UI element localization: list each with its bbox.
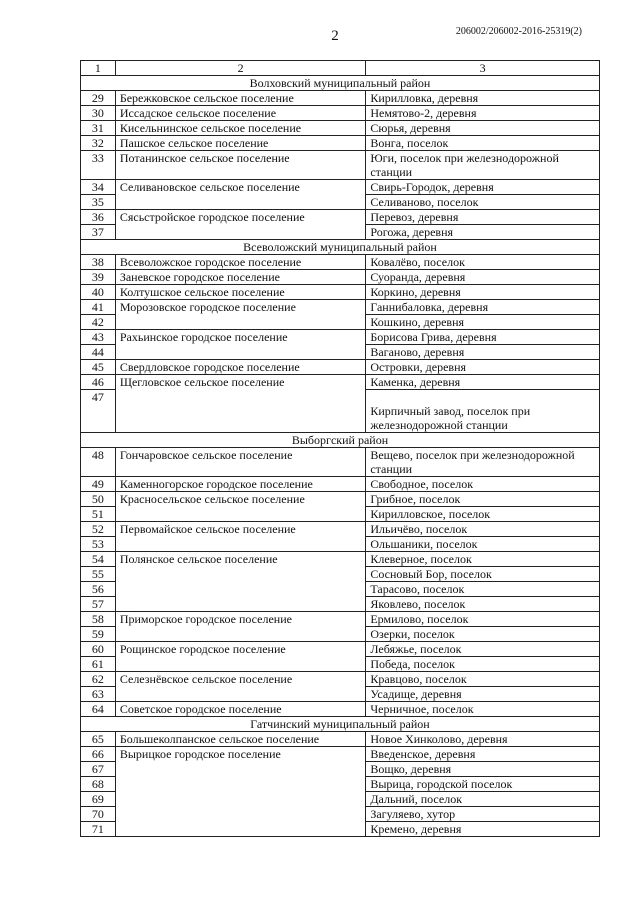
- row-number: 63: [81, 687, 116, 702]
- place-name: Каменка, деревня: [366, 375, 600, 390]
- place-name: Яковлево, поселок: [366, 597, 600, 612]
- column-header-1: 1: [81, 61, 116, 76]
- row-number: 56: [81, 582, 116, 597]
- place-name: Загуляево, хутор: [366, 807, 600, 822]
- row-number: 57: [81, 597, 116, 612]
- table-row: [81, 552, 600, 567]
- table-row: [81, 522, 600, 537]
- settlement-name: Щегловское сельское поселение: [115, 375, 366, 433]
- row-number: 48: [81, 448, 116, 477]
- table-row: [81, 612, 600, 627]
- table-row: [81, 747, 600, 762]
- settlement-name: Вырицкое городское поселение: [115, 747, 366, 837]
- place-name: Клеверное, поселок: [366, 552, 600, 567]
- place-name: Сосновый Бор, поселок: [366, 567, 600, 582]
- place-name: Озерки, поселок: [366, 627, 600, 642]
- table-row: [81, 106, 600, 121]
- section-title: Волховский муниципальный район: [81, 76, 600, 91]
- row-number: 38: [81, 255, 116, 270]
- place-cell: [366, 390, 600, 433]
- settlement-name: Приморское городское поселение: [115, 612, 366, 642]
- place-name: Кирпичный завод, поселок при железнодорожной станции: [370, 404, 531, 432]
- table-row: [81, 642, 600, 657]
- row-number: 31: [81, 121, 116, 136]
- place-name: Свирь-Городок, деревня: [366, 180, 600, 195]
- table-row: [81, 330, 600, 345]
- table-row: [81, 448, 600, 477]
- section-row: [81, 76, 600, 91]
- row-number: 70: [81, 807, 116, 822]
- place-name: Вещево, поселок при железнодорожной станции: [366, 448, 600, 477]
- place-name: Свободное, поселок: [366, 477, 600, 492]
- place-name: Ганнибаловка, деревня: [366, 300, 600, 315]
- table-row: [81, 672, 600, 687]
- place-name: Ольшаники, поселок: [366, 537, 600, 552]
- row-number: 60: [81, 642, 116, 657]
- row-number: 50: [81, 492, 116, 507]
- row-number: 33: [81, 151, 116, 180]
- settlement-name: Селивановское сельское поселение: [115, 180, 366, 210]
- place-name: Ильичёво, поселок: [366, 522, 600, 537]
- table-row: [81, 477, 600, 492]
- row-number: 46: [81, 375, 116, 390]
- row-number: 65: [81, 732, 116, 747]
- place-name: Селиваново, поселок: [366, 195, 600, 210]
- place-name: Победа, поселок: [366, 657, 600, 672]
- table-row: [81, 492, 600, 507]
- table-row: [81, 360, 600, 375]
- row-number: 55: [81, 567, 116, 582]
- place-name: Коркино, деревня: [366, 285, 600, 300]
- table-row: [81, 255, 600, 270]
- row-number: 30: [81, 106, 116, 121]
- row-number: 68: [81, 777, 116, 792]
- place-name: Кирилловское, поселок: [366, 507, 600, 522]
- column-header-3: 3: [366, 61, 600, 76]
- table-row: [81, 151, 600, 180]
- table-row: [81, 91, 600, 106]
- settlement-name: Рощинское городское поселение: [115, 642, 366, 672]
- row-number: 58: [81, 612, 116, 627]
- page-number: 2: [331, 28, 339, 44]
- row-number: 37: [81, 225, 116, 240]
- row-number: 67: [81, 762, 116, 777]
- section-row: [81, 240, 600, 255]
- place-name: Борисова Грива, деревня: [366, 330, 600, 345]
- row-number: 45: [81, 360, 116, 375]
- settlement-name: Гончаровское сельское поселение: [115, 448, 366, 477]
- place-name: Ермилово, поселок: [366, 612, 600, 627]
- document-reference: 206002/206002-2016-25319(2): [455, 26, 582, 37]
- column-header-2: 2: [115, 61, 366, 76]
- table-row: [81, 375, 600, 390]
- settlement-name: Бережковское сельское поселение: [115, 91, 366, 106]
- section-title: Выборгский район: [81, 433, 600, 448]
- section-row: [81, 433, 600, 448]
- row-number: 44: [81, 345, 116, 360]
- table-row: [81, 136, 600, 151]
- table-row: [81, 270, 600, 285]
- place-name: Кремено, деревня: [366, 822, 600, 837]
- settlement-name: Сясьстройское городское поселение: [115, 210, 366, 240]
- settlement-name: Полянское сельское поселение: [115, 552, 366, 612]
- row-number: 41: [81, 300, 116, 315]
- table-row: [81, 180, 600, 195]
- row-number: 32: [81, 136, 116, 151]
- settlement-name: Большеколпанское сельское поселение: [115, 732, 366, 747]
- row-number: 49: [81, 477, 116, 492]
- place-name: Перевоз, деревня: [366, 210, 600, 225]
- row-number: 43: [81, 330, 116, 345]
- place-name: Лебяжье, поселок: [366, 642, 600, 657]
- section-row: [81, 717, 600, 732]
- settlement-name: Свердловское городское поселение: [115, 360, 366, 375]
- row-number: 51: [81, 507, 116, 522]
- settlement-name: Красносельское сельское поселение: [115, 492, 366, 522]
- settlement-name: Каменногорское городское поселение: [115, 477, 366, 492]
- place-name: Кирилловка, деревня: [366, 91, 600, 106]
- row-number: 42: [81, 315, 116, 330]
- settlement-name: Пашское сельское поселение: [115, 136, 366, 151]
- place-name: Ваганово, деревня: [366, 345, 600, 360]
- row-number: 69: [81, 792, 116, 807]
- place-name: Новое Хинколово, деревня: [366, 732, 600, 747]
- row-number: 71: [81, 822, 116, 837]
- place-name: Усадище, деревня: [366, 687, 600, 702]
- row-number: 34: [81, 180, 116, 195]
- row-number: 40: [81, 285, 116, 300]
- settlement-name: Рахьинское городское поселение: [115, 330, 366, 360]
- settlement-name: Морозовское городское поселение: [115, 300, 366, 330]
- settlement-name: Иссадское сельское поселение: [115, 106, 366, 121]
- table-row: [81, 300, 600, 315]
- row-number: 62: [81, 672, 116, 687]
- settlement-name: Советское городское поселение: [115, 702, 366, 717]
- settlement-name: Селезнёвское сельское поселение: [115, 672, 366, 702]
- table-row: [81, 702, 600, 717]
- place-name: Вощко, деревня: [366, 762, 600, 777]
- table-row: [81, 285, 600, 300]
- row-number: 54: [81, 552, 116, 567]
- place-name: Юги, поселок при железнодорожной станции: [366, 151, 600, 180]
- settlement-name: Всеволожское городское поселение: [115, 255, 366, 270]
- table-row: [81, 210, 600, 225]
- place-name: Рогожа, деревня: [366, 225, 600, 240]
- row-number: 64: [81, 702, 116, 717]
- row-number: 36: [81, 210, 116, 225]
- settlement-name: Первомайское сельское поселение: [115, 522, 366, 552]
- place-name: Ковалёво, поселок: [366, 255, 600, 270]
- settlement-name: Заневское городское поселение: [115, 270, 366, 285]
- place-name: Тарасово, поселок: [366, 582, 600, 597]
- place-name: Кошкино, деревня: [366, 315, 600, 330]
- place-name: Дальний, поселок: [366, 792, 600, 807]
- row-number: 52: [81, 522, 116, 537]
- table-row: [81, 121, 600, 136]
- settlement-name: Кисельнинское сельское поселение: [115, 121, 366, 136]
- place-name: Черничное, поселок: [366, 702, 600, 717]
- place-name: Кравцово, поселок: [366, 672, 600, 687]
- table-header-row: [81, 61, 600, 76]
- place-name: Вырица, городской поселок: [366, 777, 600, 792]
- row-number: 59: [81, 627, 116, 642]
- place-name: Грибное, поселок: [366, 492, 600, 507]
- row-number: 35: [81, 195, 116, 210]
- row-number: 61: [81, 657, 116, 672]
- row-number: 66: [81, 747, 116, 762]
- table-row: [81, 732, 600, 747]
- place-name: Островки, деревня: [366, 360, 600, 375]
- row-number: 53: [81, 537, 116, 552]
- place-name: Введенское, деревня: [366, 747, 600, 762]
- blank-line: [370, 390, 595, 404]
- section-title: Гатчинский муниципальный район: [81, 717, 600, 732]
- place-name: Сюрья, деревня: [366, 121, 600, 136]
- row-number: 29: [81, 91, 116, 106]
- section-title: Всеволожский муниципальный район: [81, 240, 600, 255]
- settlement-name: Колтушское сельское поселение: [115, 285, 366, 300]
- place-name: Суоранда, деревня: [366, 270, 600, 285]
- place-name: Немятово-2, деревня: [366, 106, 600, 121]
- settlement-name: Потанинское сельское поселение: [115, 151, 366, 180]
- row-number: 39: [81, 270, 116, 285]
- row-number: 47: [81, 390, 116, 433]
- settlements-table: [80, 60, 600, 837]
- place-name: Вонга, поселок: [366, 136, 600, 151]
